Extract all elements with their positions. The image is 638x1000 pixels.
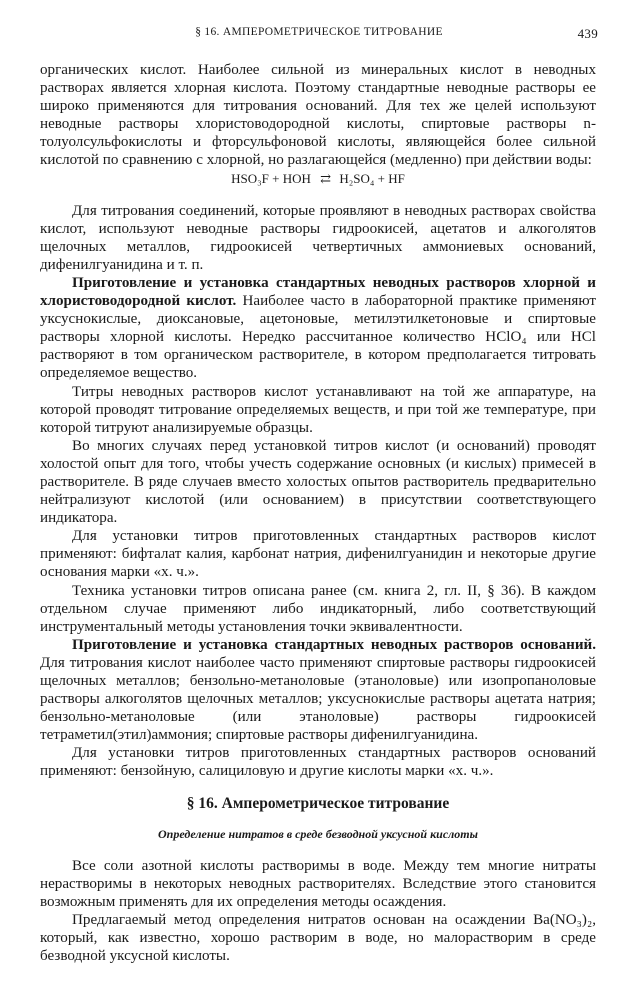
paragraph: Для титрования соединений, которые проявляют в неводных растворах свойства кислот, используют неводные растворы гидроокисей, ацетатов и алкоголятов щелочных металлов, гидроокисей четвертичных аммониевых оснований, дифенилгуанидина и т. п. [40,202,596,273]
paragraph-text: Наиболее часто в лабораторной практике применяют уксуснокислые, диоксановые, ацетоновые, метилэтилкетоновые и спиртовые растворы хлорной кислоты. Нередко рассчитанное количество HClO₄ или HCl растворяют в том органическом растворителе, в котором предполагается титровать определяемое вещество. [40,293,596,382]
paragraph: Во многих случаях перед установкой титров кислот (и оснований) проводят холостой опыт для того, чтобы учесть содержание основных (и кислых) примесей в растворителе. В ряде случаев вместо холостых опытов растворитель предварительно нейтрализуют кислотой (или основанием) в присутствии соответствующего индикатора. [40,437,596,527]
paragraph: Для установки титров приготовленных стандартных растворов оснований применяют: бензойную, салициловую и другие кислоты марки «х. ч.». [40,745,596,780]
equation-left: HSO₃F + HOH [231,170,311,186]
paragraph-base-solutions [40,636,596,745]
page-number: 439 [577,26,598,41]
equation-right: H₂SO₄ + HF [339,170,405,186]
chemical-equation [40,170,596,188]
paragraph-text: Для титрования кислот наиболее часто применяют спиртовые растворы гидроокисей щелочных металлов; бензольно-метаноловые (этаноловые) или изопропаноловые растворы алкоголятов щелочных металлов; уксуснокислые растворы ацетата натрия; бензольно-метаноловые (или этаноловые) растворы гидроокисей тетраметил(этил)аммония; спиртовые растворы дифенилгуанидина. [40,654,596,744]
paragraph: Титры неводных растворов кислот устанавливают на той же аппаратуре, на которой проводят титрование определяемых веществ, и при той же температуре, при которой титруют анализируемые образцы. [40,383,596,436]
paragraph-continuation: органических кислот. Наиболее сильной из минеральных кислот в неводных растворах является хлорная кислота. Поэтому стандартные неводные растворы ее широко применяются для титрования оснований. Для тех же целей используют неводные растворы хлористоводородной кислоты, спиртовые растворы n-толуолсульфокислоты и фторсульфоновой кислоты, являющейся более сильной кислотой по сравнению с хлорной, но разлагающейся (медленно) при действии воды: [40,62,596,169]
paragraph: Все соли азотной кислоты растворимы в воде. Между тем многие нитраты нерастворимы в некоторых неводных растворителях. Вследствие этого становится возможным применять для их определения методы осаждения. [40,857,596,910]
run-in-heading-bases: Приготовление и установка стандартных неводных растворов оснований. [72,636,596,653]
paragraph: Техника установки титров описана ранее (см. книга 2, гл. II, § 36). В каждом отдельном случае применяют либо индикаторный, либо соответствующий инструментальный методы установления точки эквивалентности. [40,582,596,635]
equilibrium-arrow-icon: ⇄ [320,170,331,186]
paragraph: Предлагаемый метод определения нитратов основан на осаждении Ba(NO₃)₂, который, как известно, хорошо растворим в воде, но малорастворим в среде безводной уксусной кислоты. [40,912,596,965]
paragraph-acid-solutions [40,274,596,383]
paragraph: Для установки титров приготовленных стандартных растворов кислот применяют: бифталат калия, карбонат натрия, дифенилгуанидин и некоторые другие основания марки «х. ч.». [40,528,596,581]
section-heading: § 16. Амперометрическое титрование [186,794,450,812]
page-body [40,61,596,965]
running-head-title: § 16. АМПЕРОМЕТРИЧЕСКОЕ ТИТРОВАНИЕ [195,26,443,38]
run-in-heading-acids: Приготовление и установка стандартных неводных растворов хлорной и хлористоводородной кислот. [40,274,596,310]
running-head [40,26,598,46]
subsection-heading: Определение нитратов в среде безводной уксусной кислоты [158,826,478,841]
